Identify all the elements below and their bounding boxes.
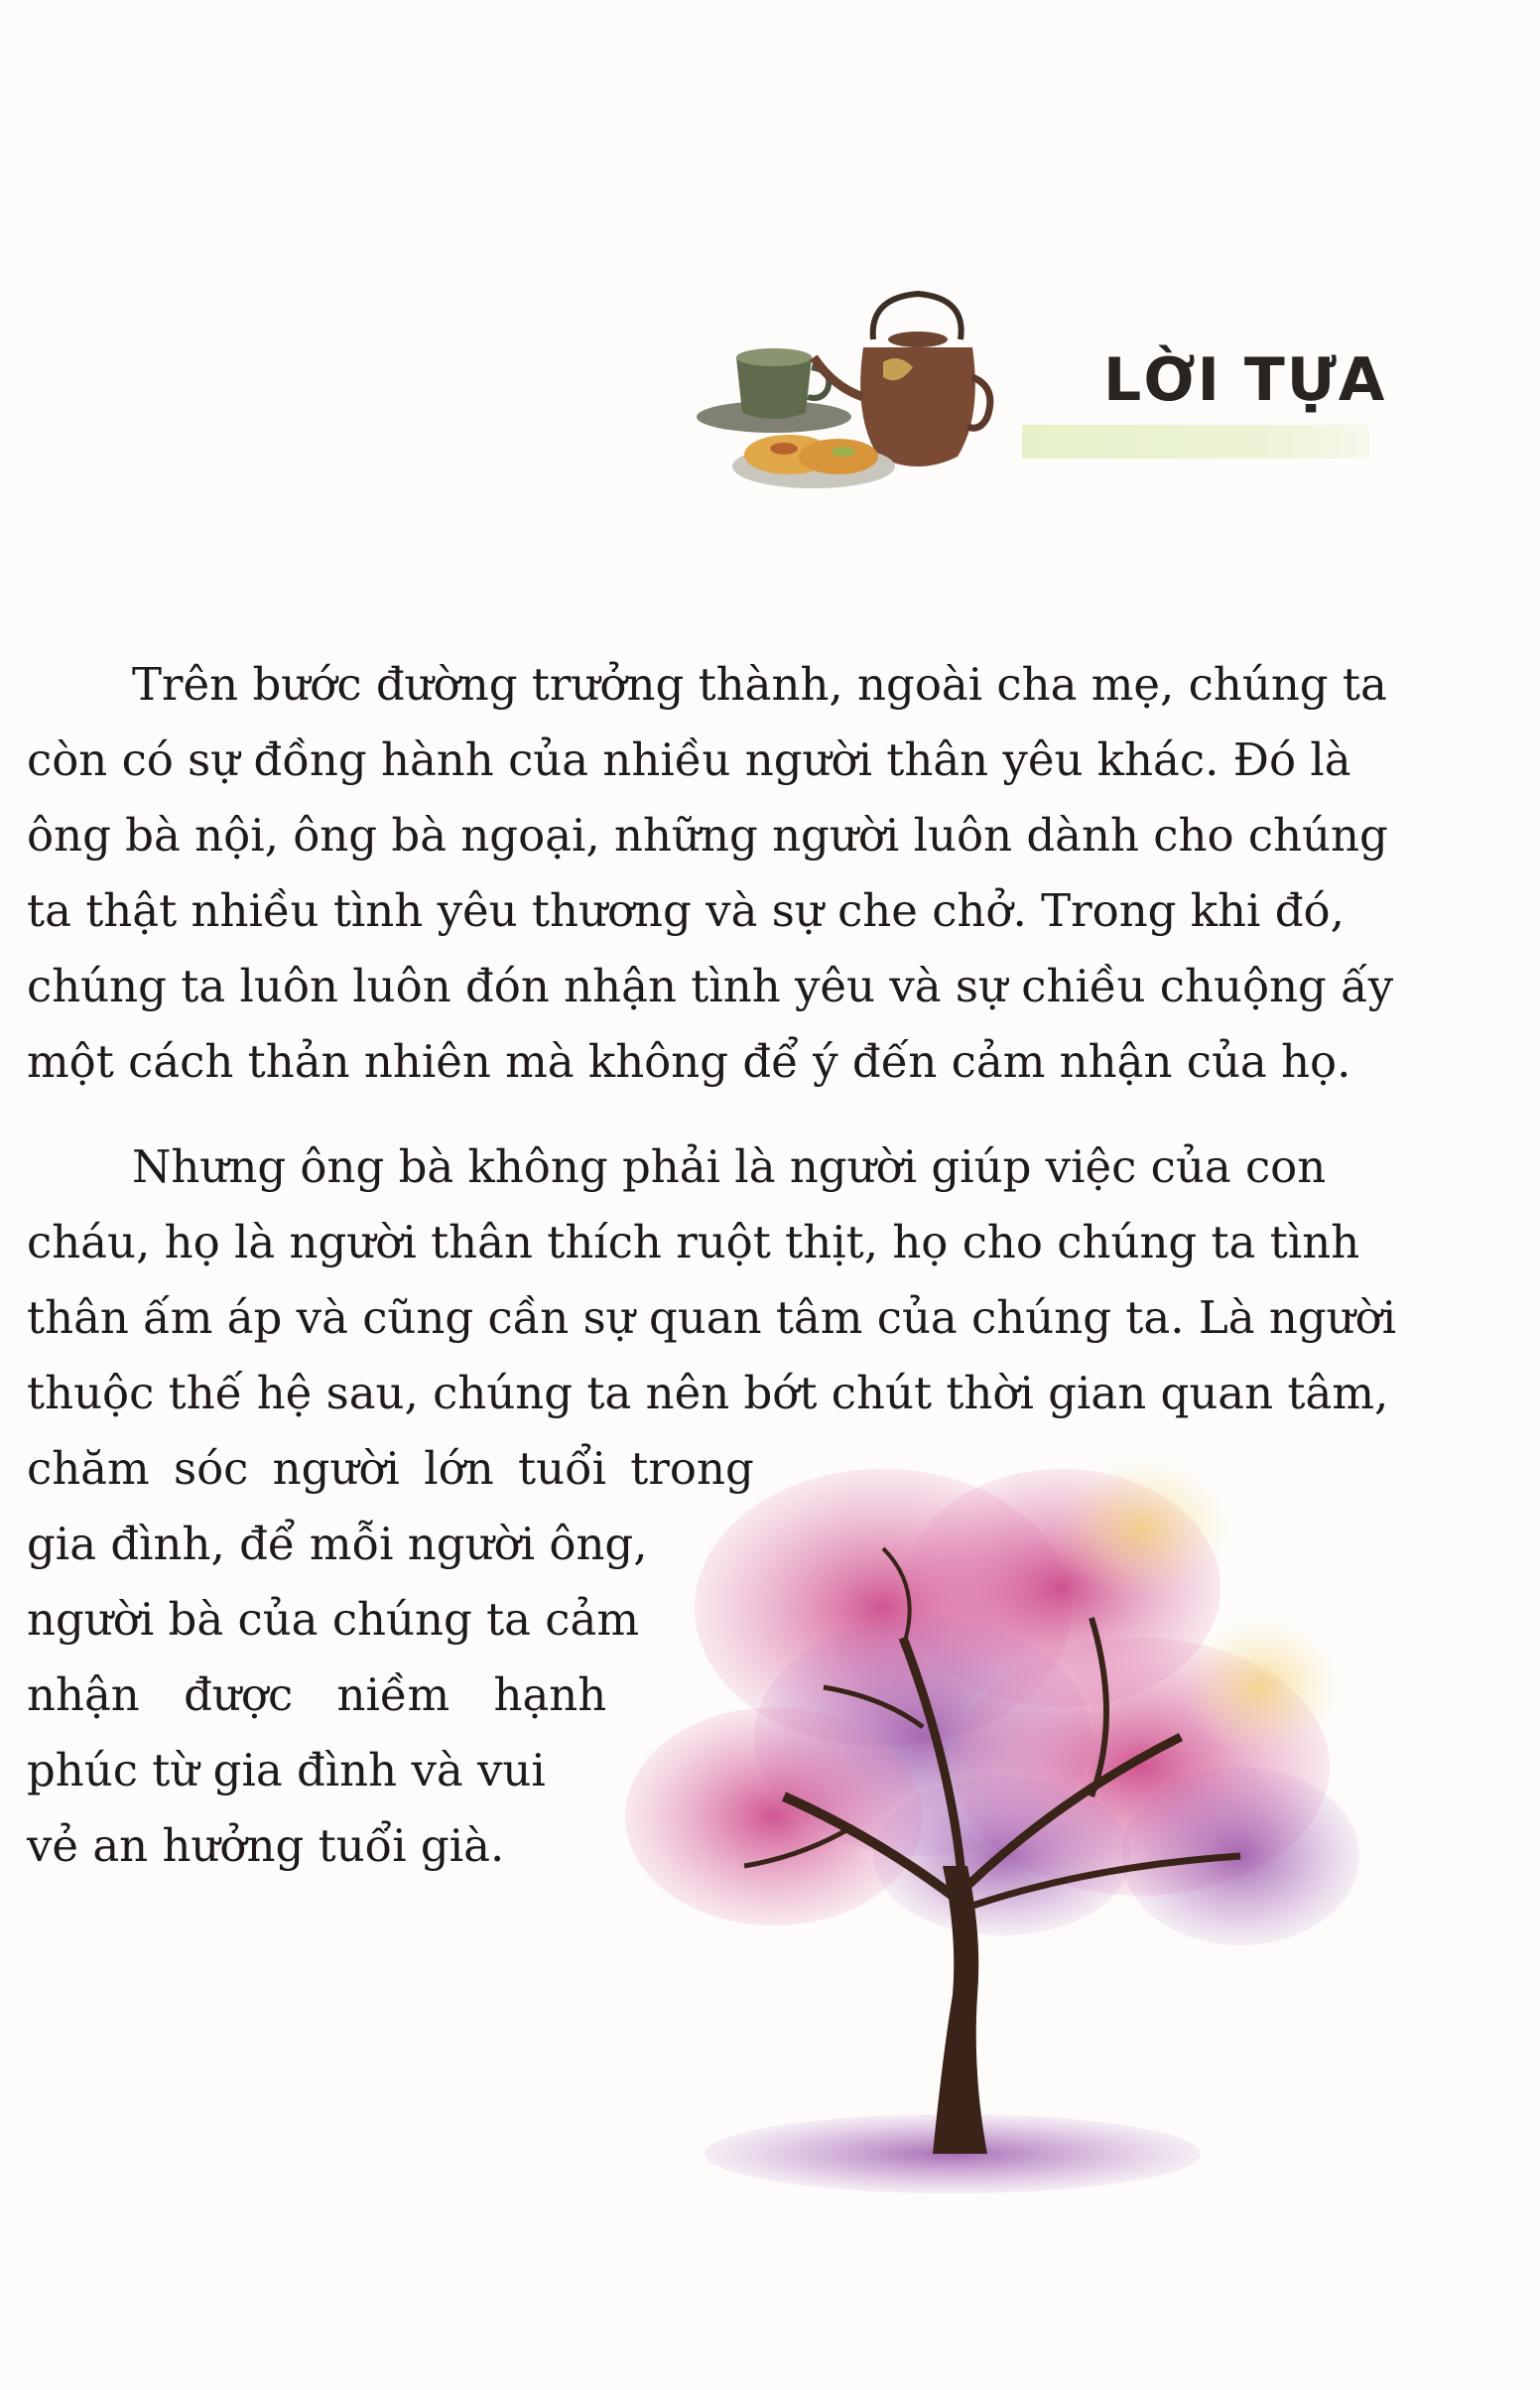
text-line: vẻ an hưởng tuổi già.	[27, 1819, 505, 1872]
text-line: ta thật nhiều tình yêu thương và sự che chở. Trong khi đó,	[27, 884, 1345, 937]
text-line: một cách thản nhiên mà không để ý đến cảm nhận của họ.	[27, 1035, 1351, 1088]
page-title: LỜI TỰA	[1103, 345, 1387, 415]
text-line: chúng ta luôn luôn đón nhận tình yêu và sự chiều chuộng ấy	[27, 960, 1394, 1012]
text-line: Nhưng ông bà không phải là người giúp việc của con	[132, 1140, 1327, 1193]
text-line: còn có sự đồng hành của nhiều người thân yêu khác. Đó là	[27, 733, 1351, 786]
text-line: chăm sóc người lớn tuổi trong	[27, 1442, 754, 1495]
text-line: phúc từ gia đình và vui	[27, 1744, 546, 1796]
title-highlight-strip	[1022, 425, 1369, 459]
text-line: thuộc thế hệ sau, chúng ta nên bớt chút thời gian quan tâm,	[27, 1367, 1389, 1419]
text-line: thân ấm áp và cũng cần sự quan tâm của chúng ta. Là người	[27, 1291, 1397, 1344]
watercolor-tree-illustration	[625, 1439, 1399, 2223]
text-line: nhận được niềm hạnh	[27, 1668, 607, 1721]
paragraph-2	[27, 1129, 1397, 1431]
text-line: Trên bước đường trưởng thành, ngoài cha mẹ, chúng ta	[132, 658, 1387, 711]
teapot-cup-illustration	[695, 268, 1022, 506]
text-line: người bà của chúng ta cảm	[27, 1593, 639, 1646]
text-line: ông bà nội, ông bà ngoại, những người luôn dành cho chúng	[27, 809, 1388, 862]
paragraph-1	[27, 647, 1394, 1100]
text-line: cháu, họ là người thân thích ruột thịt, họ cho chúng ta tình	[27, 1216, 1360, 1268]
text-line: gia đình, để mỗi người ông,	[27, 1518, 648, 1570]
